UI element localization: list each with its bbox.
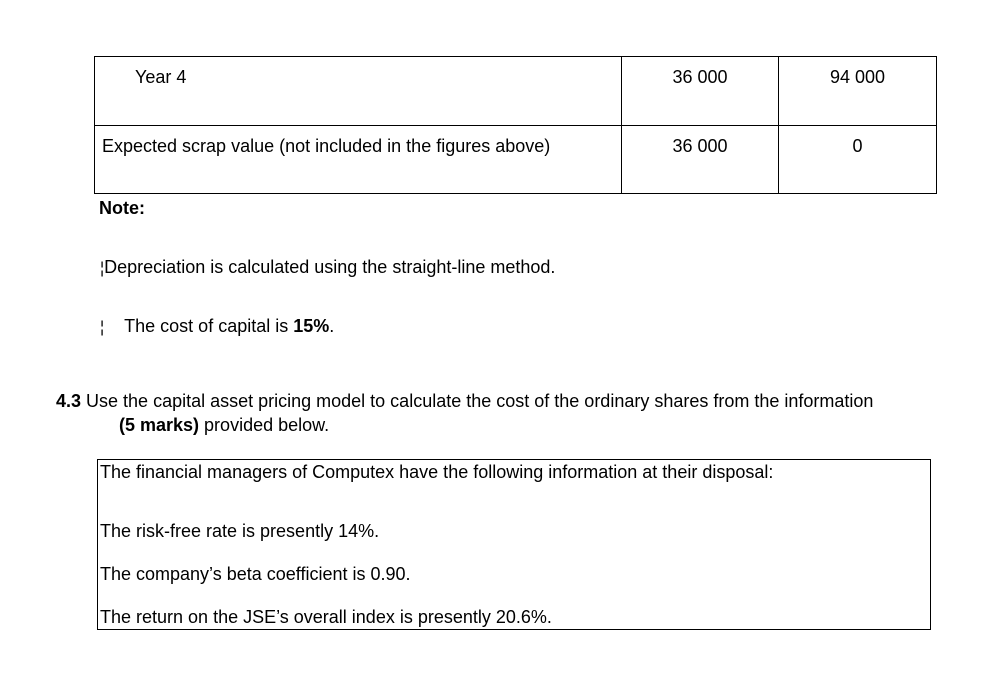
row-label: Expected scrap value (not included in the figures above) <box>102 136 551 156</box>
note-item-text <box>124 316 334 336</box>
table-row <box>95 57 937 126</box>
question-line <box>119 413 329 437</box>
bullet-icon: ¦ <box>100 319 105 336</box>
note-item <box>100 316 334 338</box>
table-cell <box>95 57 622 126</box>
cell-value: 94 000 <box>829 67 886 87</box>
note-item-text-part: . <box>329 316 335 336</box>
table-cell <box>779 57 937 126</box>
note-item-text-part: The cost of capital is <box>124 316 294 336</box>
cell-value: 36 000 <box>672 136 728 156</box>
question-number: 4.3 <box>56 391 82 411</box>
bullet-icon: ¦ <box>100 260 105 277</box>
table-cell <box>779 126 937 194</box>
table-cell <box>95 126 622 194</box>
question-line <box>56 389 873 413</box>
row-label: Year 4 <box>135 67 187 87</box>
note-item-bold: 15% <box>293 316 330 336</box>
question-text: provided below. <box>199 415 330 435</box>
table-row <box>95 126 937 194</box>
info-line: The financial managers of Computex have the following information at their disposal: <box>100 462 774 482</box>
cash-flow-table <box>94 56 937 194</box>
table-cell <box>622 57 779 126</box>
question-marks: (5 marks) <box>119 415 200 435</box>
table-cell <box>622 126 779 194</box>
info-box <box>97 459 931 630</box>
info-line: The company’s beta coefficient is 0.90. <box>100 564 411 584</box>
cell-value: 0 <box>852 136 863 156</box>
cell-value: 36 000 <box>672 67 728 87</box>
note-item <box>100 257 555 279</box>
question-text: Use the capital asset pricing model to calculate the cost of the ordinary shares from the information <box>81 391 874 411</box>
info-line: The return on the JSE’s overall index is presently 20.6%. <box>100 607 552 627</box>
note-item-text: Depreciation is calculated using the straight-line method. <box>104 257 556 277</box>
info-line: The risk-free rate is presently 14%. <box>100 521 380 541</box>
note-label: Note: <box>99 198 145 218</box>
